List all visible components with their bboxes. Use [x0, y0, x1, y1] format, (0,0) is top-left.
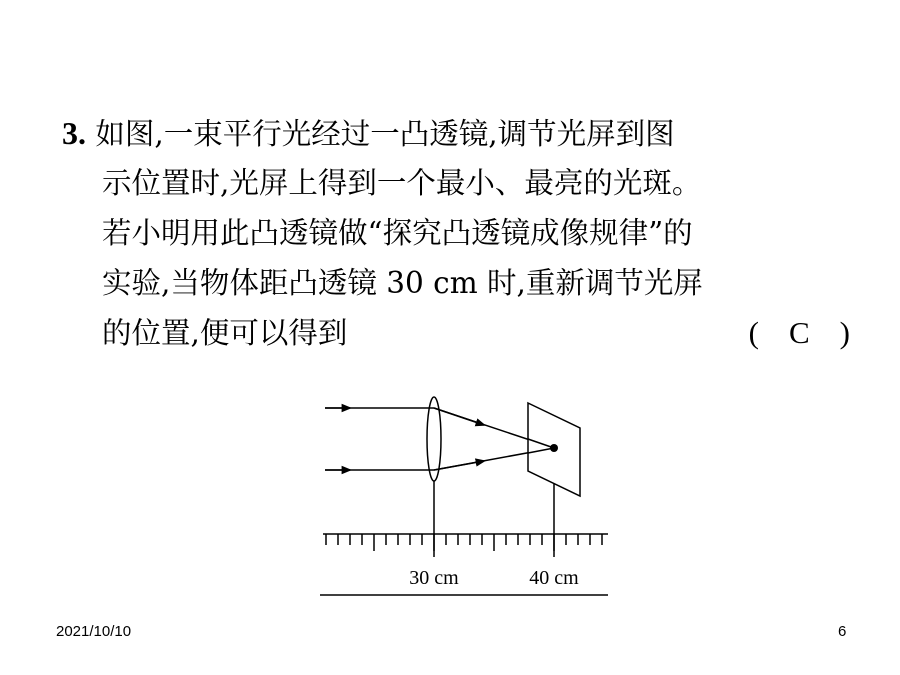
footer-date: 2021/10/10: [56, 623, 132, 640]
refracted-ray-bottom-arrow: [434, 461, 484, 470]
focal-spot: [550, 444, 558, 452]
question-number: 3: [62, 115, 78, 151]
question-text-line-3: 若小明用此凸透镜做“探究凸透镜成像规律”的: [102, 216, 693, 250]
question-text-line-2: 示位置时,光屏上得到一个最小、最亮的光斑。: [102, 166, 702, 200]
ruler-label-40cm: 40 cm: [529, 567, 579, 589]
question-block: [62, 108, 862, 358]
answer-close-paren: ): [839, 315, 850, 350]
question-text-line-1: 如图,一束平行光经过一凸透镜,调节光屏到图: [95, 117, 675, 151]
question-line-2: [62, 158, 862, 208]
answer-open-paren: (: [748, 315, 759, 350]
ruler-label-30cm: 30 cm: [409, 567, 459, 589]
question-line-3: [62, 208, 862, 258]
question-line-4: [62, 258, 862, 308]
answer-letter: C: [788, 315, 810, 350]
question-line-5: [62, 308, 862, 358]
page-number: 6: [838, 623, 847, 640]
optical-bench-ruler: [323, 534, 608, 551]
question-text-line-4: 实验,当物体距凸透镜 30 cm 时,重新调节光屏: [102, 266, 703, 300]
lens-diagram: [300, 395, 620, 610]
question-text-line-5: 的位置,便可以得到: [102, 316, 348, 350]
refracted-ray-top-arrow: [434, 408, 484, 425]
answer-bracket: [749, 308, 850, 358]
question-number-dot: .: [78, 115, 86, 151]
question-line-1: [62, 108, 862, 158]
